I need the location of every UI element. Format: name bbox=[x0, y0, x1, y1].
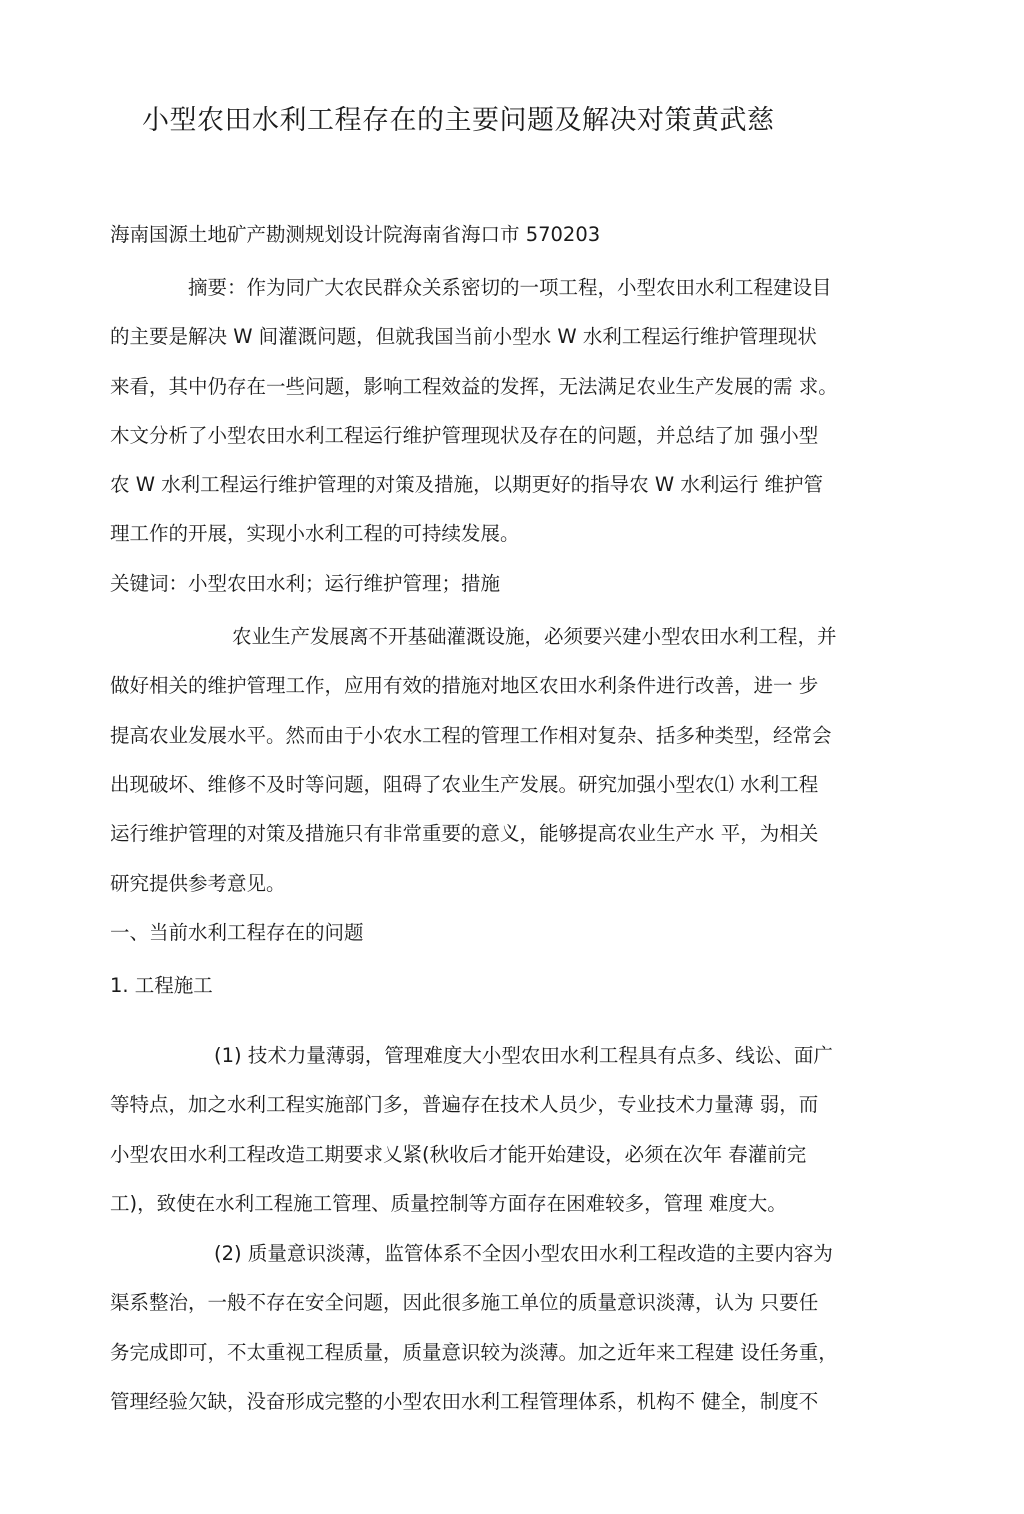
abstract-line: 木文分析了小型农田水利工程运行维护管理现状及存在的问题，并总结了加 强小型 bbox=[110, 424, 819, 447]
intro-line: 农业生产发展离不开基础灌溉设施，必须要兴建小型农田水利工程，并 bbox=[232, 625, 837, 648]
abstract-line: 来看，其中仍存在一些问题，影响工程效益的发挥，无法满足农业生产发展的需 求。 bbox=[110, 375, 838, 398]
section-heading: 一、当前水利工程存在的问题 bbox=[110, 921, 364, 944]
intro-line: 提高农业发展水平。然而由于小农水工程的管理工作相对复杂、括多种类型，经常会 bbox=[110, 724, 832, 747]
abstract-line: 的主要是解决 W 间灌溉问题，但就我国当前小型水 W 水利工程运行维护管理现状 bbox=[110, 325, 817, 348]
item1-line: 小型农田水利工程改造工期要求乂紧(秋收后才能开始建设，必须在次年 春灌前完 bbox=[110, 1143, 807, 1166]
item1-line: 工)，致使在水利工程施工管理、质量控制等方面存在困难较多，管理 难度大。 bbox=[110, 1192, 787, 1215]
subsection-heading: 1. 工程施工 bbox=[110, 974, 213, 997]
intro-line: 研究提供参考意见。 bbox=[110, 872, 286, 895]
keywords: 关键词：小型农田水利；运行维护管理；措施 bbox=[110, 572, 501, 595]
item1-line: (1) 技术力量薄弱，管理难度大小型农田水利工程具有点多、线讼、面广 bbox=[214, 1044, 833, 1067]
abstract-line: 农 W 水利工程运行维护管理的对策及措施，以期更好的指导农 W 水利运行 维护管 bbox=[110, 473, 824, 496]
intro-line: 做好相关的维护管理工作，应用有效的措施对地区农田水利条件进行改善，进一 步 bbox=[110, 674, 819, 697]
intro-line: 运行维护管理的对策及措施只有非常重要的意义，能够提高农业生产水 平，为相关 bbox=[110, 822, 819, 845]
abstract-line: 摘要：作为同广大农民群众关系密切的一项工程，小型农田水利工程建设目 bbox=[188, 276, 832, 299]
item2-line: 渠系整治，一般不存在安全问题，因此很多施工单位的质量意识淡薄，认为 只要任 bbox=[110, 1291, 819, 1314]
item1-line: 等特点，加之水利工程实施部门多，普遍存在技术人员少，专业技术力量薄 弱，而 bbox=[110, 1093, 819, 1116]
abstract-line: 理工作的开展，实现小水利工程的可持续发展。 bbox=[110, 522, 520, 545]
document-title: 小型农田水利工程存在的主要问题及解决对策黄武慈 bbox=[142, 105, 775, 136]
intro-line: 出现破坏、维修不及时等问题，阻碍了农业生产发展。研究加强小型农⑴ 水利工程 bbox=[110, 773, 819, 796]
affiliation: 海南国源土地矿产勘测规划设计院海南省海口市 570203 bbox=[110, 223, 601, 246]
item2-line: 管理经验欠缺，没奋形成完整的小型农田水利工程管理体系，机构不 健全，制度不 bbox=[110, 1390, 819, 1413]
item2-line: 务完成即可，不太重视工程质量，质量意识较为淡薄。加之近年来工程建 设任务重， bbox=[110, 1341, 838, 1364]
item2-line: (2) 质量意识淡薄，监管体系不全因小型农田水利工程改造的主要内容为 bbox=[214, 1242, 833, 1265]
